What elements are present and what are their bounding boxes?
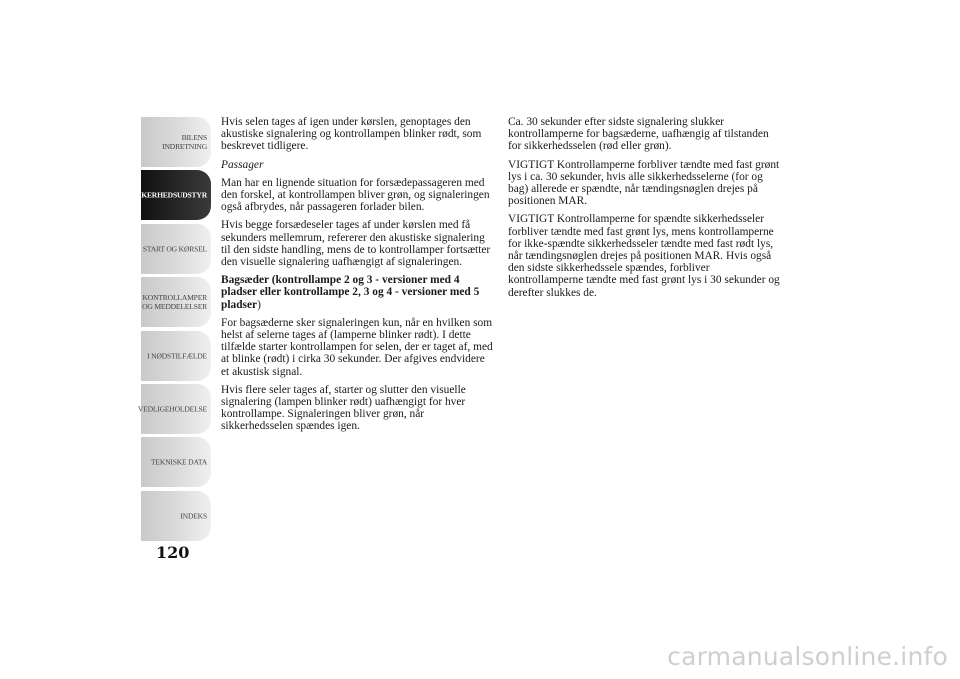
tab-vedligeholdelse[interactable] (137, 384, 211, 434)
paragraph: For bagsæderne sker signaleringen kun, når en hvilken som helst af selerne tages af (lamperne blinker rødt). I dette tilfælde starter kontrollampen for selen, der er taget af, med at blinke (rødt) i cirka 30 sekunder. Der afgives endvidere et akustisk signal. (221, 316, 493, 378)
watermark: carmanualsonline.info (667, 642, 948, 671)
paragraph: Hvis selen tages af igen under kørslen, genoptages den akustiske signalering og kontrollampen blinker rødt, som beskrevet tidligere. (221, 116, 482, 153)
tab-label: VEDLIGEHOLDELSE (137, 404, 207, 414)
page-number: 120 (156, 543, 190, 562)
tab-i-nodstilfaelde[interactable] (141, 331, 211, 381)
tab-label: START OG KØRSEL (142, 244, 207, 254)
subheading-suffix: ) (257, 298, 261, 311)
paragraph: Ca. 30 sekunder efter sidste signalering slukker kontrollamperne for bagsæderne, uafhængig af tilstanden for sikkerhedsselen (rød eller grøn). (508, 116, 769, 153)
paragraph: Man har en lignende situation for forsædepassageren med den forskel, at kontrollampen bliver grøn, og signaleringen også afbrydes, når passageren forlader bilen. (221, 176, 490, 214)
paragraph-vigtigt-1: VIGTIGT Kontrollamperne forbliver tændte med fast grønt lys i ca. 30 sekunder, hvis alle sikkerhedsselerne (for og bag) allerede er spændte, når tændingsnøglen drejes på positionen MAR. (508, 158, 780, 208)
tab-bilens-indretning[interactable] (141, 117, 211, 167)
tab-indeks[interactable] (141, 491, 211, 541)
tab-label: INDEKS (180, 511, 207, 521)
left-column (221, 116, 493, 439)
paragraph: Hvis begge forsædeseler tages af under kørslen med få sekunders mellemrum, refererer den akustiske signalering til den sidste handling, mens de to kontrollamper fortsætter den visuelle signalering uafhængigt af signaleringen. (221, 219, 491, 269)
chapter-sidebar (128, 117, 211, 544)
tab-label: KONTROLLAMPER OG MEDDELELSER (142, 293, 207, 312)
paragraph-vigtigt-2: VIGTIGT Kontrollamperne for spændte sikkerhedsseler forbliver tændte med fast grønt lys, mens kontrollamperne for ikke-spændte sikkerhedsseler tændte med fast rødt lys, når tændingsnøglen drejes på positionen MAR. Hvis også den sidste sikkerhedssele spændes, forbliver kontrollamperne tændte med fast grønt lys i 30 sekunder og derefter slukkes de. (508, 213, 780, 299)
paragraph: Hvis flere seler tages af, starter og slutter den visuelle signalering (lampen blinker rødt) uafhængigt for hver kontrollampe. Signaleringen bliver grøn, når sikkerhedsselen spændes igen. (221, 383, 466, 433)
tab-label: BILENS INDRETNING (162, 133, 207, 151)
subheading-bold: kontrollampe 2 og 3 - versioner med 4 pladser eller kontrollampe 2, 3 og 4 - versioner med 5 pladser (221, 274, 480, 311)
tab-tekniske-data[interactable] (141, 437, 211, 487)
tab-label: TEKNISKE DATA (150, 457, 207, 467)
right-column (508, 116, 780, 305)
subheading-prefix: Bagsæder ( (221, 274, 276, 287)
tab-label: I NØDSTILFÆLDE (147, 351, 207, 361)
subheading-bagsaeder (221, 274, 493, 311)
tab-label: SIKKERHEDSUDSTYR (128, 190, 207, 200)
tab-kontrollamper[interactable] (141, 277, 211, 327)
subheading-passager: Passager (221, 158, 264, 171)
tab-start-og-korsel[interactable] (141, 224, 211, 274)
tab-sikkerhedsudstyr[interactable] (128, 170, 211, 220)
